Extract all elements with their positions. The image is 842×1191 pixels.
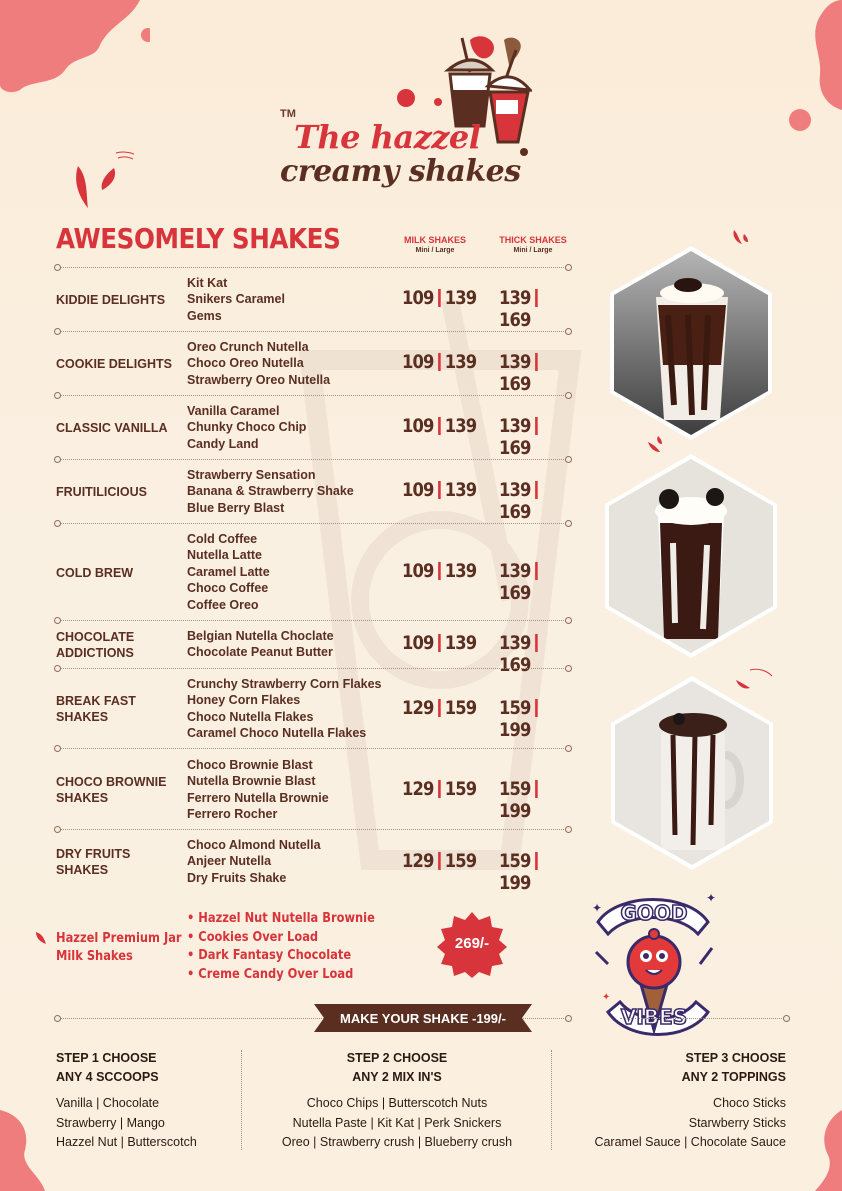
step-subheading: ANY 2 TOPPINGS — [681, 1070, 786, 1084]
step-option: Oreo | Strawberry crush | Blueberry crush — [281, 1135, 513, 1149]
mini-price: 139 — [499, 560, 531, 582]
category-name: CHOCO BROWNIE SHAKES — [56, 775, 167, 805]
mini-price: 109 — [402, 351, 434, 373]
large-price: 169 — [499, 437, 531, 459]
thick-shake-price — [499, 479, 565, 523]
item-list — [187, 837, 321, 886]
column-sizes: Mini / Large — [513, 247, 553, 254]
trademark-mark: TM — [280, 108, 296, 120]
step-options — [56, 1094, 197, 1153]
milk-shake-price — [402, 479, 476, 501]
row-divider — [58, 748, 568, 749]
item-list — [187, 403, 306, 452]
make-your-shake-label: MAKE YOUR SHAKE -199/- — [340, 1011, 506, 1026]
menu-item: Choco Coffee — [187, 581, 269, 596]
category-name: FRUITILICIOUS — [56, 485, 147, 499]
step-subheading: ANY 2 MIX IN'S — [352, 1070, 442, 1084]
step-option: Caramel Sauce | Chocolate Sauce — [594, 1135, 786, 1149]
product-photo-jar-shake — [609, 675, 775, 871]
step-option: Strawberry | Mango — [56, 1115, 165, 1130]
corner-splash-bottom-left — [0, 1110, 50, 1191]
corner-splash-bottom-right — [790, 1110, 842, 1191]
milk-shake-price — [402, 560, 476, 582]
row-divider — [58, 395, 568, 396]
item-list — [187, 676, 382, 742]
category-name: BREAK FAST SHAKES — [56, 694, 136, 724]
step-option: Choco Sticks — [713, 1096, 786, 1110]
sticker-bottom-text: VIBES — [620, 1005, 688, 1029]
menu-item: Belgian Nutella Choclate — [187, 629, 334, 643]
mini-price: 129 — [402, 778, 434, 800]
price-separator — [535, 289, 538, 307]
good-vibes-sticker — [578, 882, 728, 1052]
large-price: 169 — [499, 309, 531, 331]
large-price: 159 — [444, 778, 477, 800]
category-name: CHOCOLATE ADDICTIONS — [56, 630, 135, 660]
step-separator — [551, 1050, 552, 1150]
mini-price: 159 — [499, 697, 531, 719]
category-name: DRY FRUITS SHAKES — [56, 847, 131, 877]
menu-item: Ferrero Nutella Brownie — [187, 790, 329, 805]
price-separator — [438, 289, 441, 307]
step-option: Nutella Paste | Kit Kat | Perk Snickers — [292, 1115, 502, 1130]
mini-price: 139 — [499, 415, 531, 437]
step-option: Hazzel Nut | Butterscotch — [56, 1135, 197, 1149]
step-option: Starwberry Sticks — [688, 1115, 786, 1130]
price-separator — [438, 852, 441, 870]
item-list — [187, 339, 330, 388]
price-separator — [438, 780, 441, 798]
menu-item: Kit Kat — [187, 276, 228, 290]
make-your-shake-banner — [314, 1004, 532, 1032]
mini-price: 109 — [402, 560, 434, 582]
milk-shake-price — [402, 351, 476, 373]
step-2 — [264, 1049, 530, 1153]
category-name: COLD BREW — [56, 566, 134, 580]
mini-price: 159 — [499, 778, 531, 800]
premium-item-list — [187, 910, 375, 984]
premium-category-label: Hazzel Premium Jar Milk Shakes — [56, 931, 182, 964]
milk-shake-price — [402, 850, 476, 872]
category-name: KIDDIE DELIGHTS — [56, 293, 166, 307]
menu-item: Coffee Oreo — [187, 597, 259, 612]
menu-item: Anjeer Nutella — [187, 854, 272, 869]
price-separator — [535, 852, 538, 870]
category-name: COOKIE DELIGHTS — [56, 357, 172, 371]
price-separator — [438, 353, 441, 371]
menu-item: Choco Oreo Nutella — [187, 356, 304, 371]
large-price: 139 — [444, 479, 477, 501]
sparkle-icon: ✦ — [706, 891, 717, 905]
step-3 — [580, 1049, 786, 1153]
column-header-milk-shakes — [385, 235, 485, 254]
price-separator — [438, 417, 441, 435]
item-list — [187, 275, 285, 324]
mini-price: 139 — [499, 351, 531, 373]
thick-shake-price — [499, 560, 565, 604]
product-photo-chocolate-shake — [608, 245, 774, 441]
brand-name-line-1: The hazzel — [294, 118, 481, 156]
menu-item: Choco Brownie Blast — [187, 758, 313, 772]
premium-item: • Hazzel Nut Nutella Brownie — [187, 911, 375, 926]
thick-shake-price — [499, 632, 565, 676]
menu-item: Blue Berry Blast — [187, 500, 285, 515]
large-price: 199 — [499, 800, 531, 822]
price-separator — [535, 353, 538, 371]
menu-item: Choco Nutella Flakes — [187, 709, 314, 724]
milk-shake-price — [402, 287, 476, 309]
sparkle-icon: ✦ — [602, 992, 611, 1003]
row-divider — [58, 523, 568, 524]
large-price: 169 — [499, 654, 531, 676]
large-price: 169 — [499, 582, 531, 604]
thick-shake-price — [499, 850, 565, 894]
price-separator — [438, 481, 441, 499]
product-photo-oreo-shake — [603, 453, 779, 659]
large-price: 139 — [444, 351, 477, 373]
drip-decoration — [32, 928, 50, 946]
step-separator — [241, 1050, 242, 1150]
menu-item: Nutella Brownie Blast — [187, 774, 316, 789]
thick-shake-price — [499, 697, 565, 741]
menu-item: Gems — [187, 308, 222, 323]
thick-shake-price — [499, 778, 565, 822]
menu-item: Snikers Caramel — [187, 292, 285, 307]
menu-item: Candy Land — [187, 436, 259, 451]
milk-shake-price — [402, 697, 476, 719]
item-list — [187, 757, 329, 823]
step-option: Choco Chips | Butterscotch Nuts — [306, 1096, 488, 1110]
step-option: Vanilla | Chocolate — [56, 1096, 160, 1110]
large-price: 169 — [499, 501, 531, 523]
step-heading: STEP 1 CHOOSE — [56, 1051, 157, 1065]
price-separator — [535, 634, 538, 652]
section-title: AWESOMELY SHAKES — [56, 222, 341, 255]
price-separator — [535, 417, 538, 435]
large-price: 169 — [499, 373, 531, 395]
premium-item: • Creme Candy Over Load — [187, 966, 354, 982]
item-list — [187, 531, 270, 613]
premium-category-name — [56, 930, 188, 966]
price-separator — [535, 481, 538, 499]
large-price: 139 — [444, 287, 477, 309]
mini-price: 109 — [402, 415, 434, 437]
step-heading: STEP 3 CHOOSE — [685, 1051, 786, 1065]
row-divider — [58, 668, 568, 669]
large-price: 159 — [444, 697, 477, 719]
thick-shake-price — [499, 351, 565, 395]
menu-item: Caramel Latte — [187, 564, 270, 579]
menu-item: Strawberry Sensation — [187, 468, 316, 482]
column-title: MILK SHAKES — [403, 235, 466, 245]
step-subheading: ANY 4 SCCOOPS — [56, 1070, 159, 1084]
step-options — [580, 1094, 786, 1153]
milk-shake-price — [402, 632, 476, 654]
premium-price: 269/- — [454, 935, 490, 952]
brand-name-line-2: creamy shakes — [280, 154, 521, 189]
mini-price: 129 — [402, 697, 434, 719]
column-header-thick-shakes — [483, 235, 583, 254]
menu-item: Dry Fruits Shake — [187, 870, 287, 885]
price-separator — [535, 780, 538, 798]
mini-price: 139 — [499, 287, 531, 309]
step-1 — [56, 1049, 197, 1153]
category-name: CLASSIC VANILLA — [56, 421, 168, 435]
mini-price: 109 — [402, 632, 434, 654]
premium-price-badge — [437, 912, 507, 978]
row-divider — [58, 267, 568, 268]
row-divider — [58, 620, 568, 621]
sparkle-icon: ✦ — [592, 901, 603, 915]
menu-item: Strawberry Oreo Nutella — [187, 372, 331, 387]
mini-price: 129 — [402, 850, 434, 872]
large-price: 139 — [444, 560, 477, 582]
price-separator — [438, 634, 441, 652]
mini-price: 159 — [499, 850, 531, 872]
menu-item: Crunchy Strawberry Corn Flakes — [187, 677, 382, 691]
large-price: 199 — [499, 719, 531, 741]
milk-shake-price — [402, 415, 476, 437]
menu-item: Ferrero Rocher — [187, 807, 278, 822]
menu-item: Chocolate Peanut Butter — [187, 645, 333, 660]
corner-splash-top-left — [0, 0, 150, 95]
row-divider — [58, 331, 568, 332]
mini-price: 109 — [402, 287, 434, 309]
menu-item: Choco Almond Nutella — [187, 838, 321, 852]
large-price: 199 — [499, 872, 531, 894]
row-divider — [58, 829, 568, 830]
menu-item: Honey Corn Flakes — [187, 693, 301, 708]
menu-item: Banana & Strawberry Shake — [187, 484, 354, 499]
item-list — [187, 628, 334, 661]
menu-item: Chunky Choco Chip — [187, 420, 307, 435]
thick-shake-price — [499, 287, 565, 331]
large-price: 139 — [444, 415, 477, 437]
row-divider — [58, 459, 568, 460]
menu-item: Oreo Crunch Nutella — [187, 340, 309, 354]
menu-item: Caramel Choco Nutella Flakes — [187, 726, 367, 741]
price-separator — [535, 562, 538, 580]
sticker-top-text: GOOD — [620, 901, 688, 925]
mini-price: 139 — [499, 479, 531, 501]
column-title: THICK SHAKES — [499, 235, 567, 245]
mini-price: 139 — [499, 632, 531, 654]
heart-drip-decoration — [66, 148, 136, 218]
mini-price: 109 — [402, 479, 434, 501]
step-heading: STEP 2 CHOOSE — [346, 1051, 448, 1065]
item-list — [187, 467, 354, 516]
large-price: 139 — [444, 632, 477, 654]
corner-splash-top-right — [780, 0, 842, 140]
thick-shake-price — [499, 415, 565, 459]
price-separator — [438, 699, 441, 717]
premium-item: • Dark Fantasy Chocolate — [187, 948, 352, 964]
large-price: 159 — [444, 850, 477, 872]
menu-item: Nutella Latte — [187, 548, 263, 563]
background-watermark-cup — [250, 300, 630, 920]
price-separator — [535, 699, 538, 717]
menu-item: Cold Coffee — [187, 532, 258, 546]
column-sizes: Mini / Large — [415, 247, 455, 254]
premium-item: • Cookies Over Load — [187, 929, 319, 945]
milk-shake-price — [402, 778, 476, 800]
make-your-shake-divider-right — [620, 1018, 786, 1019]
step-options — [264, 1094, 530, 1153]
price-separator — [438, 562, 441, 580]
menu-item: Vanilla Caramel — [187, 404, 280, 418]
